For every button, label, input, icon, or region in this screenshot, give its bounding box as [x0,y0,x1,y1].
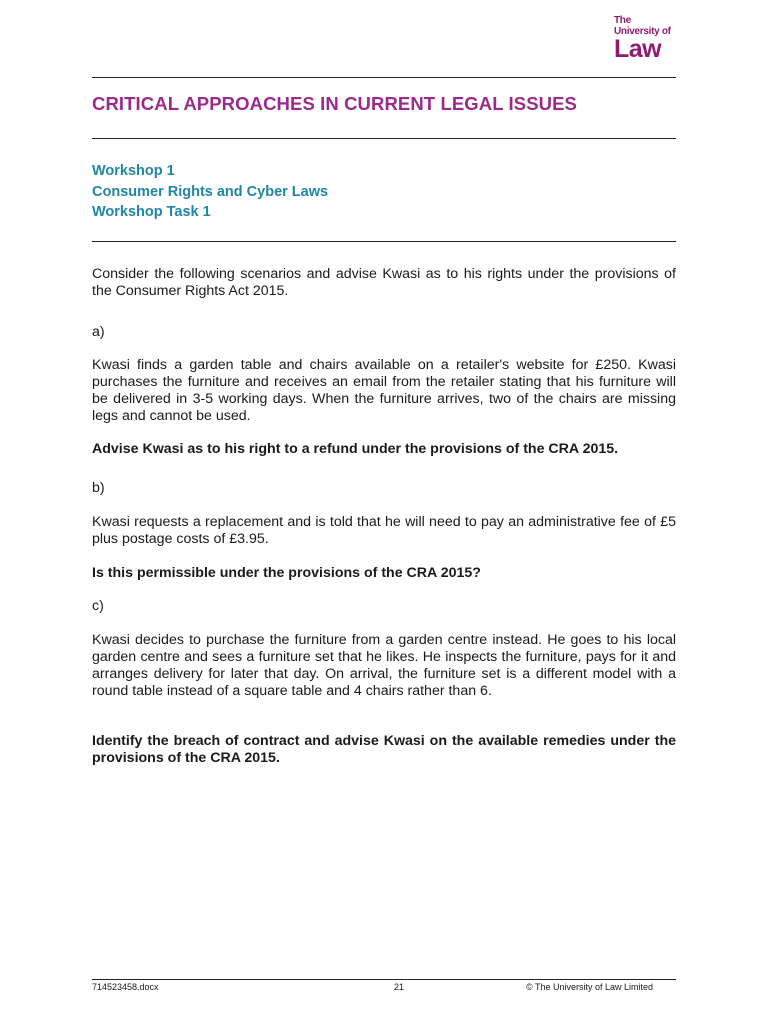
scenario-a-question: Advise Kwasi as to his right to a refund under the provisions of the CRA 2015. [92,441,619,457]
scenario-b-label: b) [92,480,105,496]
footer-page-number: 21 [394,982,405,992]
footer-divider [92,979,676,980]
workshop-heading [92,161,328,223]
logo-text-the: The [614,15,631,26]
divider-under-title [92,138,676,139]
footer-filename: 714523458.docx [92,982,159,992]
university-of-law-logo [614,15,676,61]
workshop-number: Workshop 1 [92,163,175,179]
workshop-task: Workshop Task 1 [92,204,211,220]
scenario-c-text: Kwasi decides to purchase the furniture from a garden centre instead. He goes to his local garden centre and sees a furniture set that he likes. He inspects the furniture, pays for it and arranges delivery for later that day. On arrival, the furniture set is a different model with a round table instead of a square table and 4 chairs rather than 6. [92,632,676,699]
scenario-b-text: Kwasi requests a replacement and is told that he will need to pay an administrative fee of £5 plus postage costs of £3.95. [92,514,676,547]
document-title: CRITICAL APPROACHES IN CURRENT LEGAL ISSUES [92,93,578,114]
scenario-c-label: c) [92,598,104,614]
scenario-c-question: Identify the breach of contract and advise Kwasi on the available remedies under the provisions of the CRA 2015. [92,733,676,766]
scenario-a-text: Kwasi finds a garden table and chairs available on a retailer's website for £250. Kwasi purchases the furniture and receives an email from the retailer stating that his furniture will be delivered in 3-5 working days. When the furniture arrives, two of the chairs are missing legs and cannot be used. [92,357,676,424]
scenario-b-question: Is this permissible under the provisions of the CRA 2015? [92,565,481,581]
intro-paragraph: Consider the following scenarios and advise Kwasi as to his rights under the provisions of the Consumer Rights Act 2015. [92,266,676,299]
workshop-topic: Consumer Rights and Cyber Laws [92,183,329,200]
divider-top [92,77,676,78]
footer-copyright: © The University of Law Limited [526,982,654,992]
logo-text-university: University of [614,26,671,37]
scenario-a-label: a) [92,324,105,340]
logo-text-law: Law [614,35,662,63]
divider-under-workshop [92,241,676,242]
